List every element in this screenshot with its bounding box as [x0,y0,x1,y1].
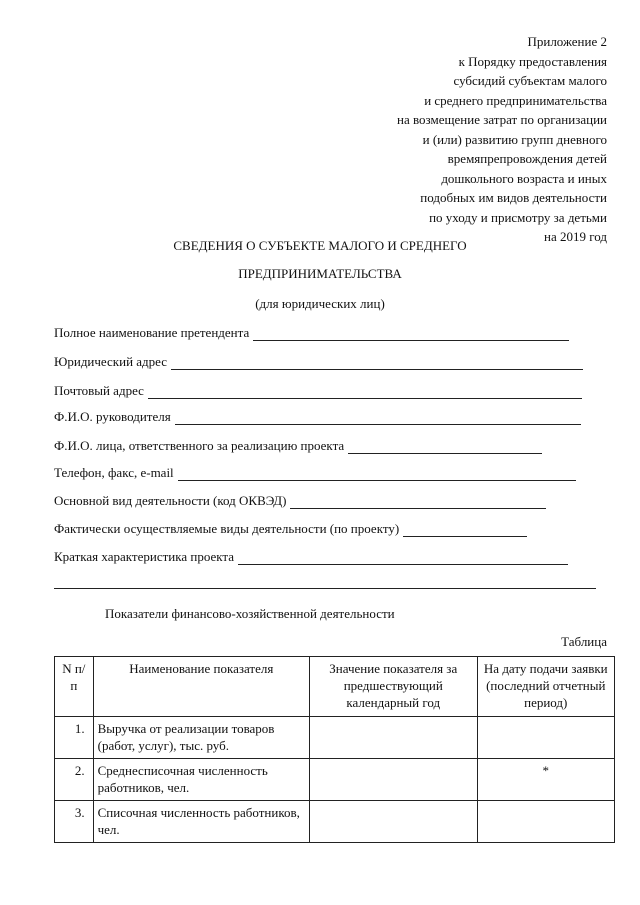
indicators-heading: Показатели финансово-хозяйственной деятельности [105,606,395,621]
field-label: Основной вид деятельности (код ОКВЭД) [54,493,287,508]
header-number: N п/п [55,657,94,717]
field-main-activity [54,489,546,509]
row-previous-value[interactable] [309,759,477,801]
fill-line-full-name[interactable] [253,328,569,341]
fill-line-project-summary[interactable] [238,552,568,565]
field-label: Фактически осуществляемые виды деятельности (по проекту) [54,521,400,536]
annex-line: и (или) развитию групп дневного [422,131,607,147]
table-label: Таблица [561,634,607,649]
field-label: Краткая характеристика проекта [54,549,235,564]
document-title-line1: СВЕДЕНИЯ О СУБЪЕКТЕ МАЛОГО И СРЕДНЕГО [173,238,467,253]
field-label: Телефон, факс, e-mail [54,465,174,480]
annex-line: на возмещение затрат по организации [397,112,607,127]
fill-line-contacts[interactable] [178,468,576,481]
annex-line: времяпрепровождения детей [447,151,607,166]
field-label: Полное наименование претендента [54,325,250,340]
field-contacts [54,461,576,481]
document-subtitle: (для юридических лиц) [255,296,385,311]
annex-line: на 2019 год [544,229,607,244]
field-label: Почтовый адрес [54,383,144,398]
row-indicator-name: Среднесписочная численность работников, чел. [93,759,309,801]
row-previous-value[interactable] [309,801,477,843]
table-row [55,759,615,801]
table-row [55,801,615,843]
fill-line-main-activity[interactable] [290,496,546,509]
fill-line-actual-activities[interactable] [403,524,527,537]
indicators-table [54,656,615,843]
field-project-summary [54,545,568,565]
annex-line: и среднего предпринимательства [424,92,607,108]
fill-line-project-summary-continued[interactable] [54,588,596,589]
field-legal-address [54,350,583,370]
annex-block [307,32,607,247]
row-indicator-name: Выручка от реализации товаров (работ, услуг), тыс. руб. [93,717,309,759]
row-current-value[interactable] [477,717,614,759]
field-actual-activities [54,517,527,537]
field-director-name [54,405,581,425]
annex-line: к Порядку предоставления [458,53,607,69]
fill-line-responsible-person[interactable] [348,441,542,454]
row-number: 2. [55,759,94,801]
field-label: Ф.И.О. лица, ответственного за реализацию проекта [54,438,345,453]
annex-line: подобных им видов деятельности [420,190,607,205]
annex-line: субсидий субъектам малого [453,73,607,88]
row-number: 3. [55,801,94,843]
field-responsible-person [54,434,542,454]
header-previous-year: Значение показателя за предшествующий календарный год [309,657,477,717]
annex-line: по уходу и присмотру за детьми [429,209,607,225]
header-application-date: На дату подачи заявки (последний отчетный период) [477,657,614,717]
row-indicator-name: Списочная численность работников, чел. [93,801,309,843]
row-number: 1. [55,717,94,759]
annex-line: Приложение 2 [527,34,607,49]
row-previous-value[interactable] [309,717,477,759]
field-postal-address [54,379,582,399]
field-full-name [54,321,569,341]
fill-line-legal-address[interactable] [171,357,583,370]
fill-line-postal-address[interactable] [148,386,582,399]
table-header-row [55,657,615,717]
annex-line: дошкольного возраста и иных [441,170,607,186]
row-current-value[interactable]: * [477,759,614,801]
field-label: Ф.И.О. руководителя [54,409,171,424]
fill-line-director-name[interactable] [175,412,581,425]
document-title-line2: ПРЕДПРИНИМАТЕЛЬСТВА [238,266,402,281]
row-current-value[interactable] [477,801,614,843]
field-label: Юридический адрес [54,354,168,369]
table-row [55,717,615,759]
header-indicator-name: Наименование показателя [93,657,309,717]
